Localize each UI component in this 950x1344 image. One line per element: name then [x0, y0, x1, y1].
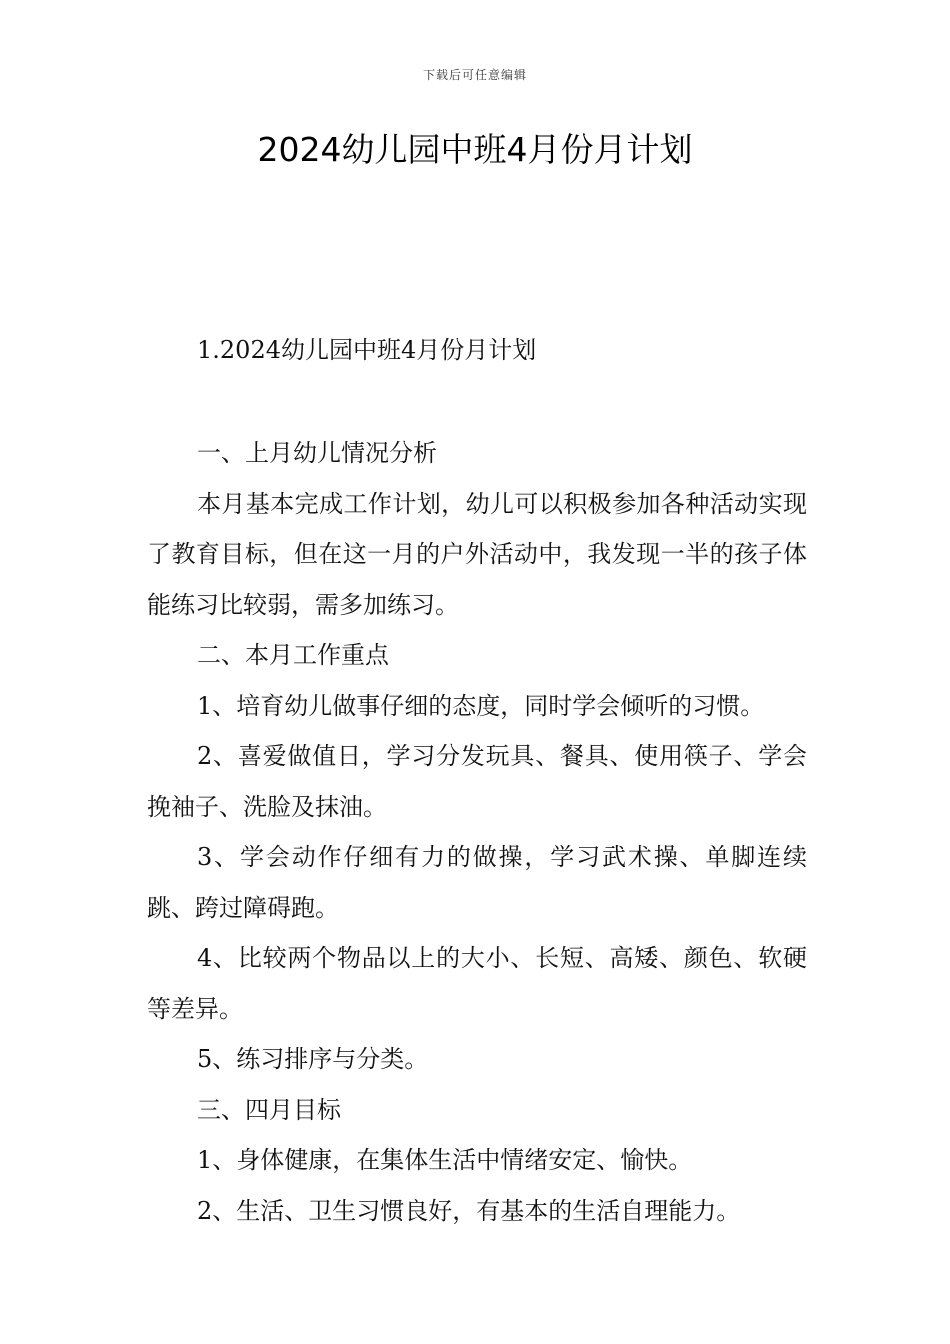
- section-title: 1.2024幼儿园中班4月份月计划: [197, 336, 537, 364]
- header-note: 下载后可任意编辑: [422, 68, 527, 82]
- heading-april-goals: 三、四月目标: [197, 1095, 341, 1124]
- list-item-focus-4: 4、比较两个物品以上的大小、长短、高矮、颜色、软硬等差异。: [147, 944, 807, 1023]
- document-body: [147, 428, 807, 1236]
- paragraph-analysis: 本月基本完成工作计划，幼儿可以积极参加各种活动实现了教育目标，但在这一月的户外活动中，我发现一半的孩子体能练习比较弱，需多加练习。: [147, 489, 807, 619]
- list-item-goal-1: 1、身体健康，在集体生活中情绪安定、愉快。: [197, 1146, 693, 1174]
- heading-work-focus: 二、本月工作重点: [197, 641, 389, 669]
- list-item-focus-3: 3、学会动作仔细有力的做操，学习武术操、单脚连续跳、跨过障碍跑。: [147, 843, 807, 922]
- list-item-focus-2: 2、喜爱做值日，学习分发玩具、餐具、使用筷子、学会挽袖子、洗脸及抹油。: [147, 742, 807, 821]
- document-title: 2024幼儿园中班4月份月计划: [257, 130, 693, 169]
- heading-last-month-analysis: 一、上月幼儿情况分析: [197, 439, 437, 467]
- list-item-focus-5: 5、练习排序与分类。: [197, 1045, 429, 1073]
- list-item-goal-2: 2、生活、卫生习惯良好，有基本的生活自理能力。: [197, 1196, 741, 1225]
- list-item-focus-1: 1、培育幼儿做事仔细的态度，同时学会倾听的习惯。: [197, 691, 765, 720]
